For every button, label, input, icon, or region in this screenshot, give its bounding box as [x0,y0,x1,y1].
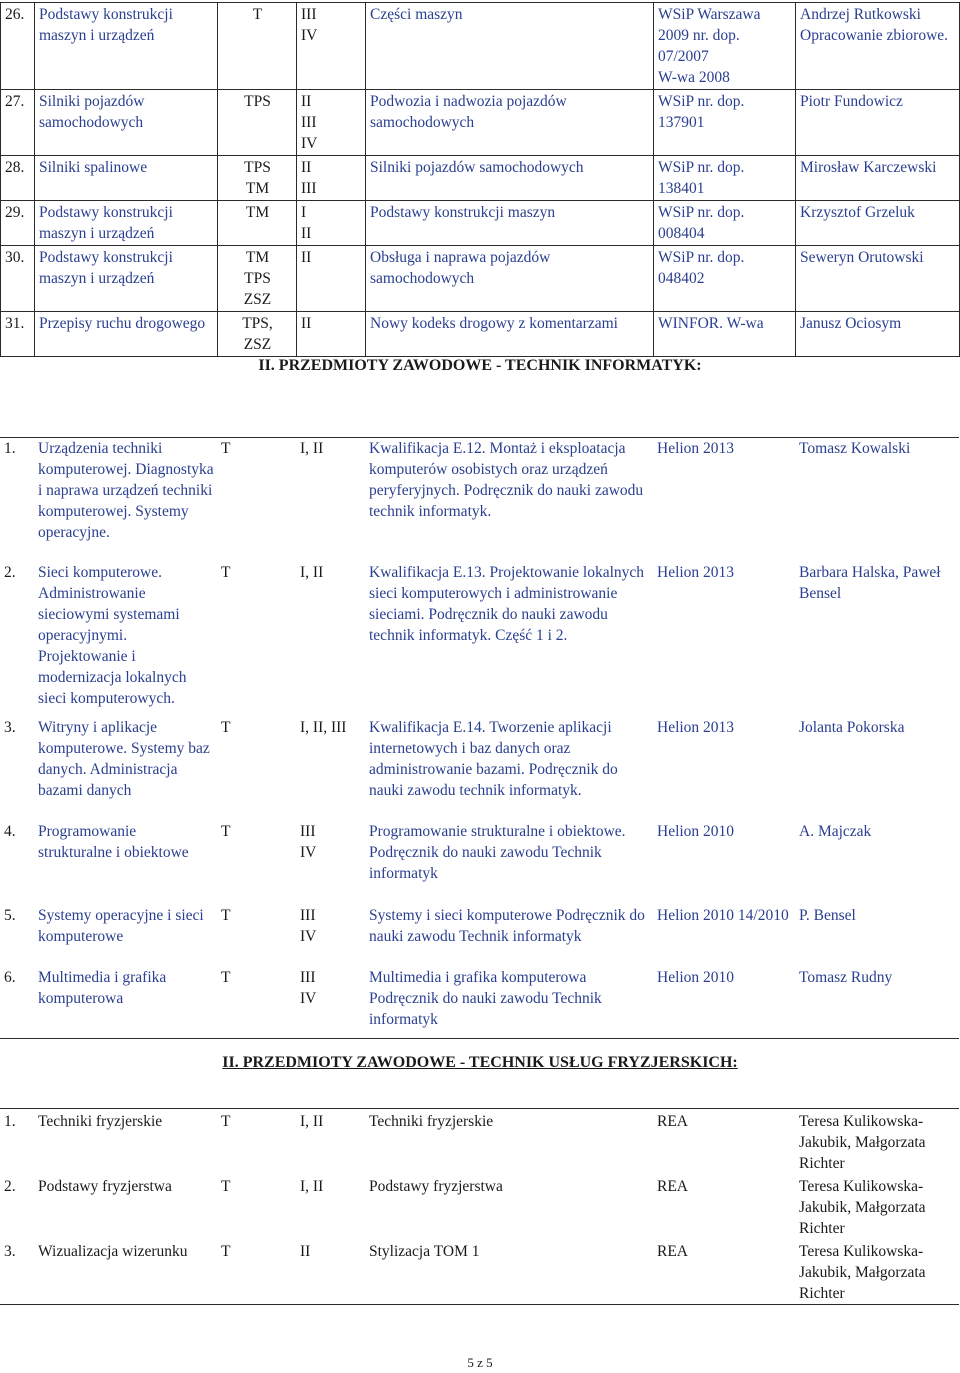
top-publisher-cell: WSiP nr. dop. 138401 [654,156,796,201]
informatyk-nr-cell: 5. [4,906,16,924]
informatyk-row [0,821,959,905]
informatyk-level-cell: T [221,440,231,457]
top-classes-cell: III IV [297,3,366,90]
fryzjer-publisher-cell: REA [657,1113,688,1130]
top-publisher-cell: WSiP nr. dop. 008404 [654,201,796,246]
fryzjer-row [0,1109,959,1175]
top-title-cell: Nowy kodeks drogowy z komentarzami [366,312,654,357]
top-subject-cell: Podstawy konstrukcji maszyn i urządzeń [35,3,218,90]
informatyk-author-cell: Tomasz Rudny [799,968,893,986]
informatyk-publisher-cell: Helion 2010 14/2010 [657,906,789,924]
top-table [0,2,960,357]
fryzjer-level-cell: T [221,1178,231,1195]
informatyk-row [0,717,959,821]
informatyk-level-cell: T [221,968,231,986]
informatyk-title-cell: Programowanie strukturalne i obiektowe. Podręcznik do nauki zawodu Technik informatyk [369,822,626,882]
fryzjer-level-cell: T [221,1113,231,1130]
fryzjer-classes-cell: I, II [300,1178,324,1195]
fryzjer-publisher-cell: REA [657,1178,688,1195]
fryzjer-nr-cell: 3. [4,1243,16,1260]
top-author-cell: Andrzej Rutkowski Opracowanie zbiorowe. [796,3,960,90]
informatyk-classes-cell: III IV [300,906,317,945]
informatyk-subject-cell: Systemy operacyjne i sieci komputerowe [38,906,204,945]
informatyk-publisher-cell: Helion 2010 [657,968,735,986]
informatyk-nr-cell: 4. [4,822,16,840]
informatyk-author-cell: Jolanta Pokorska [799,718,905,736]
informatyk-title-cell: Kwalifikacja E.12. Montaż i eksploatacja komputerów osobistych oraz urządzeń peryferyjnych. Podręcznik do nauki zawodu technik informatyk. [369,440,644,520]
informatyk-publisher-cell: Helion 2010 [657,822,735,840]
top-level-cell: TPS TM [218,156,297,201]
fryzjer-subject-cell: Wizualizacja wizerunku [38,1243,188,1260]
informatyk-level-cell: T [221,563,231,581]
top-author-cell: Mirosław Karczewski [796,156,960,201]
top-row [1,90,960,156]
page-number: 5 z 5 [467,1355,493,1370]
informatyk-publisher-cell: Helion 2013 [657,718,735,736]
top-nr-cell: 29. [1,201,35,246]
informatyk-title-cell: Kwalifikacja E.14. Tworzenie aplikacji internetowych i baz danych oraz administrowanie bazami. Podręcznik do nauki zawodu technik informatyk. [369,718,618,799]
top-nr-cell: 27. [1,90,35,156]
top-level-cell: TPS [218,90,297,156]
fryzjer-row [0,1174,959,1239]
fryzjer-classes-cell: II [300,1243,311,1260]
fryzjer-title-cell: Stylizacja TOM 1 [369,1243,480,1260]
top-level-cell: T [218,3,297,90]
informatyk-classes-cell: III IV [300,968,317,1007]
top-row [1,3,960,90]
top-title-cell: Części maszyn [366,3,654,90]
top-publisher-cell: WSiP nr. dop. 137901 [654,90,796,156]
top-nr-cell: 30. [1,246,35,312]
top-title-cell: Podwozia i nadwozia pojazdów samochodowych [366,90,654,156]
top-subject-cell: Silniki spalinowe [35,156,218,201]
informatyk-subject-cell: Urządzenia techniki komputerowej. Diagnostyka i naprawa urządzeń techniki komputerowej. Systemy operacyjne. [38,440,214,541]
fryzjer-classes-cell: I, II [300,1113,324,1130]
informatyk-level-cell: T [221,822,231,840]
top-title-cell: Podstawy konstrukcji maszyn [366,201,654,246]
informatyk-author-cell: P. Bensel [799,906,856,924]
informatyk-author-cell: A. Majczak [799,822,872,840]
informatyk-title-cell: Multimedia i grafika komputerowa Podręcznik do nauki zawodu Technik informatyk [369,968,602,1028]
top-author-cell: Seweryn Orutowski [796,246,960,312]
informatyk-row [0,905,959,967]
informatyk-author-cell: Barbara Halska, Paweł Bensel [799,563,941,602]
top-row [1,246,960,312]
top-publisher-cell: WINFOR. W-wa [654,312,796,357]
top-nr-cell: 26. [1,3,35,90]
informatyk-author-cell: Tomasz Kowalski [799,440,911,457]
informatyk-subject-cell: Multimedia i grafika komputerowa [38,968,167,1007]
informatyk-subject-cell: Sieci komputerowe. Administrowanie sieciowymi systemami operacyjnymi. Projektowanie i modernizacja lokalnych sieci komputerowych. [38,563,187,707]
top-classes-cell: II [297,246,366,312]
fryzjer-table [0,1108,959,1305]
fryzjer-author-cell: Teresa Kulikowska-Jakubik, Małgorzata Richter [799,1113,926,1172]
top-title-cell: Silniki pojazdów samochodowych [366,156,654,201]
top-publisher-cell: WSiP Warszawa 2009 nr. dop. 07/2007 W-wa 2008 [654,3,796,90]
top-level-cell: TM [218,201,297,246]
fryzjer-publisher-cell: REA [657,1243,688,1260]
top-author-cell: Janusz Ociosym [796,312,960,357]
fryzjer-level-cell: T [221,1243,231,1260]
informatyk-subject-cell: Programowanie strukturalne i obiektowe [38,822,189,861]
top-row [1,201,960,246]
fryzjer-nr-cell: 2. [4,1178,16,1195]
informatyk-table [0,437,959,1039]
informatyk-publisher-cell: Helion 2013 [657,563,735,581]
top-author-cell: Krzysztof Grzeluk [796,201,960,246]
informatyk-title-cell: Kwalifikacja E.13. Projektowanie lokalnych sieci komputerowych i administrowanie sieciami. Podręcznik do nauki zawodu technik informatyk. Część 1 i 2. [369,563,645,644]
informatyk-nr-cell: 2. [4,563,16,581]
fryzjer-nr-cell: 1. [4,1113,16,1130]
informatyk-classes-cell: III IV [300,822,317,861]
informatyk-title-cell: Systemy i sieci komputerowe Podręcznik do nauki zawodu Technik informatyk [369,906,645,945]
top-nr-cell: 31. [1,312,35,357]
section-heading-fryzjer: II. PRZEDMIOTY ZAWODOWE - TECHNIK USŁUG FRYZJERSKICH: [222,1054,738,1071]
top-classes-cell: II III IV [297,90,366,156]
top-title-cell: Obsługa i naprawa pojazdów samochodowych [366,246,654,312]
informatyk-nr-cell: 3. [4,718,16,736]
top-row [1,312,960,357]
top-level-cell: TPS, ZSZ [218,312,297,357]
section-heading-informatyk: II. PRZEDMIOTY ZAWODOWE - TECHNIK INFORMATYK: [258,357,702,374]
top-subject-cell: Podstawy konstrukcji maszyn i urządzeń [35,246,218,312]
informatyk-nr-cell: 1. [4,440,16,457]
fryzjer-row [0,1239,959,1305]
top-classes-cell: II III [297,156,366,201]
fryzjer-title-cell: Podstawy fryzjerstwa [369,1178,503,1195]
top-nr-cell: 28. [1,156,35,201]
informatyk-nr-cell: 6. [4,968,16,986]
fryzjer-author-cell: Teresa Kulikowska-Jakubik, Małgorzata Richter [799,1178,926,1237]
top-classes-cell: I II [297,201,366,246]
fryzjer-subject-cell: Podstawy fryzjerstwa [38,1178,172,1195]
top-author-cell: Piotr Fundowicz [796,90,960,156]
informatyk-publisher-cell: Helion 2013 [657,440,735,457]
top-classes-cell: II [297,312,366,357]
top-subject-cell: Przepisy ruchu drogowego [35,312,218,357]
top-row [1,156,960,201]
top-publisher-cell: WSiP nr. dop. 048402 [654,246,796,312]
informatyk-level-cell: T [221,718,231,736]
top-subject-cell: Silniki pojazdów samochodowych [35,90,218,156]
informatyk-classes-cell: I, II [300,440,324,457]
informatyk-classes-cell: I, II [300,563,324,581]
informatyk-row [0,438,959,562]
fryzjer-title-cell: Techniki fryzjerskie [369,1113,494,1130]
top-subject-cell: Podstawy konstrukcji maszyn i urządzeń [35,201,218,246]
top-level-cell: TM TPS ZSZ [218,246,297,312]
fryzjer-author-cell: Teresa Kulikowska-Jakubik, Małgorzata Richter [799,1243,926,1302]
informatyk-row [0,967,959,1039]
informatyk-level-cell: T [221,906,231,924]
informatyk-classes-cell: I, II, III [300,718,347,736]
informatyk-row [0,562,959,717]
informatyk-subject-cell: Witryny i aplikacje komputerowe. Systemy baz danych. Administracja bazami danych [38,718,210,799]
fryzjer-subject-cell: Techniki fryzjerskie [38,1113,163,1130]
